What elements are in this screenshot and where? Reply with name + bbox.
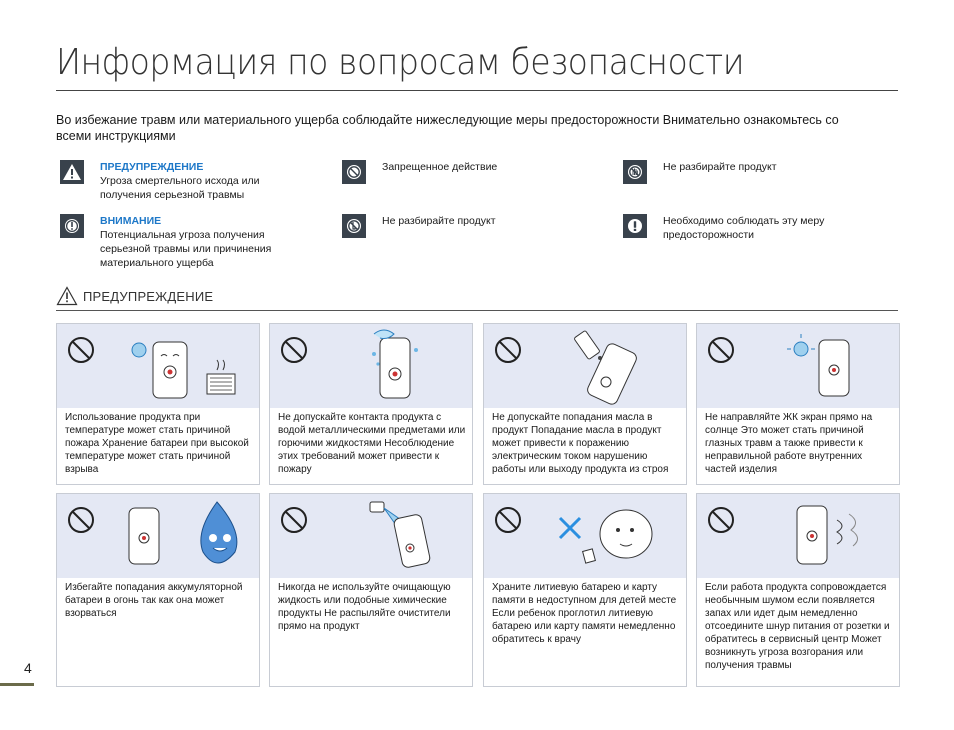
- safety-card: [269, 323, 473, 485]
- safety-card: [696, 493, 900, 687]
- no-disassemble-icon: [342, 214, 366, 238]
- card-text: Если работа продукта сопровождается необычным шумом если появляется запах или идет дым немедленно отсоедините шнур питания от розетки и обратитесь в сервисный центр Может возникнуть угроза возгорания или получения травмы: [705, 582, 890, 671]
- prohibited-icon: [709, 338, 733, 362]
- no-disassemble-text-2: Не разбирайте продукт: [382, 215, 496, 227]
- card-text: Не допускайте попадания масла в продукт Попадание масла в продукт может привести к поражению электрическим током нарушению работы или выходу продукта из строя: [492, 412, 669, 475]
- no-disassemble-text: Не разбирайте продукт: [663, 161, 777, 173]
- title-divider: [56, 90, 898, 91]
- card-illustration: [270, 494, 472, 578]
- prohibited-icon: [69, 338, 93, 362]
- card-text: Избегайте попадания аккумуляторной батареи в огонь так как она может взорваться: [65, 582, 243, 619]
- warning-section-label: ПРЕДУПРЕЖДЕНИЕ: [83, 289, 214, 304]
- prohibited-icon: [709, 508, 733, 532]
- safety-card: [483, 493, 687, 687]
- card-illustration: [270, 324, 472, 408]
- caution-title: ВНИМАНИЕ: [100, 215, 162, 227]
- intro-text: Во избежание травм или материального ущерба соблюдайте нижеследующие меры предосторожности Внимательно ознакомьтесь со всеми инструкциями: [56, 113, 839, 143]
- caution-icon: [60, 214, 84, 238]
- card-text: Не направляйте ЖК экран прямо на солнце Это может стать причиной глазных травм а также привести к неправильной работе внутренних частей изделия: [705, 412, 873, 475]
- safety-card: [696, 323, 900, 485]
- prohibited-icon: [282, 338, 306, 362]
- card-illustration: [57, 324, 259, 408]
- cross-mark-icon: [560, 518, 580, 538]
- prohibited-icon: [282, 508, 306, 532]
- prohibited-icon: [496, 508, 520, 532]
- card-illustration: [697, 494, 899, 578]
- section-divider: [56, 310, 898, 311]
- card-text: Использование продукта при температуре может стать причиной пожара Хранение батареи при высокой температуре может стать причиной взрыва: [65, 412, 249, 475]
- warning-outline-icon: [56, 286, 78, 306]
- warning-title: ПРЕДУПРЕЖДЕНИЕ: [100, 161, 204, 173]
- card-illustration: [484, 324, 686, 408]
- exclamation-icon: [623, 214, 647, 238]
- card-illustration: [57, 494, 259, 578]
- page-number-rule: [0, 683, 34, 686]
- hand-touch-icon: [623, 160, 647, 184]
- page-number: 4: [24, 660, 32, 676]
- card-text: Храните литиевую батарею и карту памяти в недоступном для детей месте Если ребенок проглотил литиевую батарею или карту памяти немедленно обратитесь к врачу: [492, 582, 677, 645]
- prohibited-text: Запрещенное действие: [382, 161, 498, 173]
- card-illustration: [697, 324, 899, 408]
- prohibited-icon: [496, 338, 520, 362]
- prohibited-icon: [69, 508, 93, 532]
- card-text: Не допускайте контакта продукта с водой металлическими предметами или горючими жидкостями Несоблюдение этих требований может привести к пожару: [278, 412, 466, 475]
- prohibited-icon: [342, 160, 366, 184]
- must-follow-text: Необходимо соблюдать эту меру предосторожности: [663, 215, 825, 241]
- page-title: Информация по вопросам безопасности: [56, 42, 745, 83]
- caution-text: Потенциальная угроза получения серьезной травмы или причинения материального ущерба: [100, 229, 272, 269]
- safety-card: [483, 323, 687, 485]
- safety-card: [269, 493, 473, 687]
- warning-text: Угроза смертельного исхода или получения серьезной травмы: [100, 175, 260, 201]
- warning-triangle-icon: [60, 160, 84, 184]
- safety-card: [56, 323, 260, 485]
- card-illustration: [484, 494, 686, 578]
- card-text: Никогда не используйте очищающую жидкость или подобные химические продукты Не распыляйте очистители прямо на продукт: [278, 582, 451, 632]
- safety-card: [56, 493, 260, 687]
